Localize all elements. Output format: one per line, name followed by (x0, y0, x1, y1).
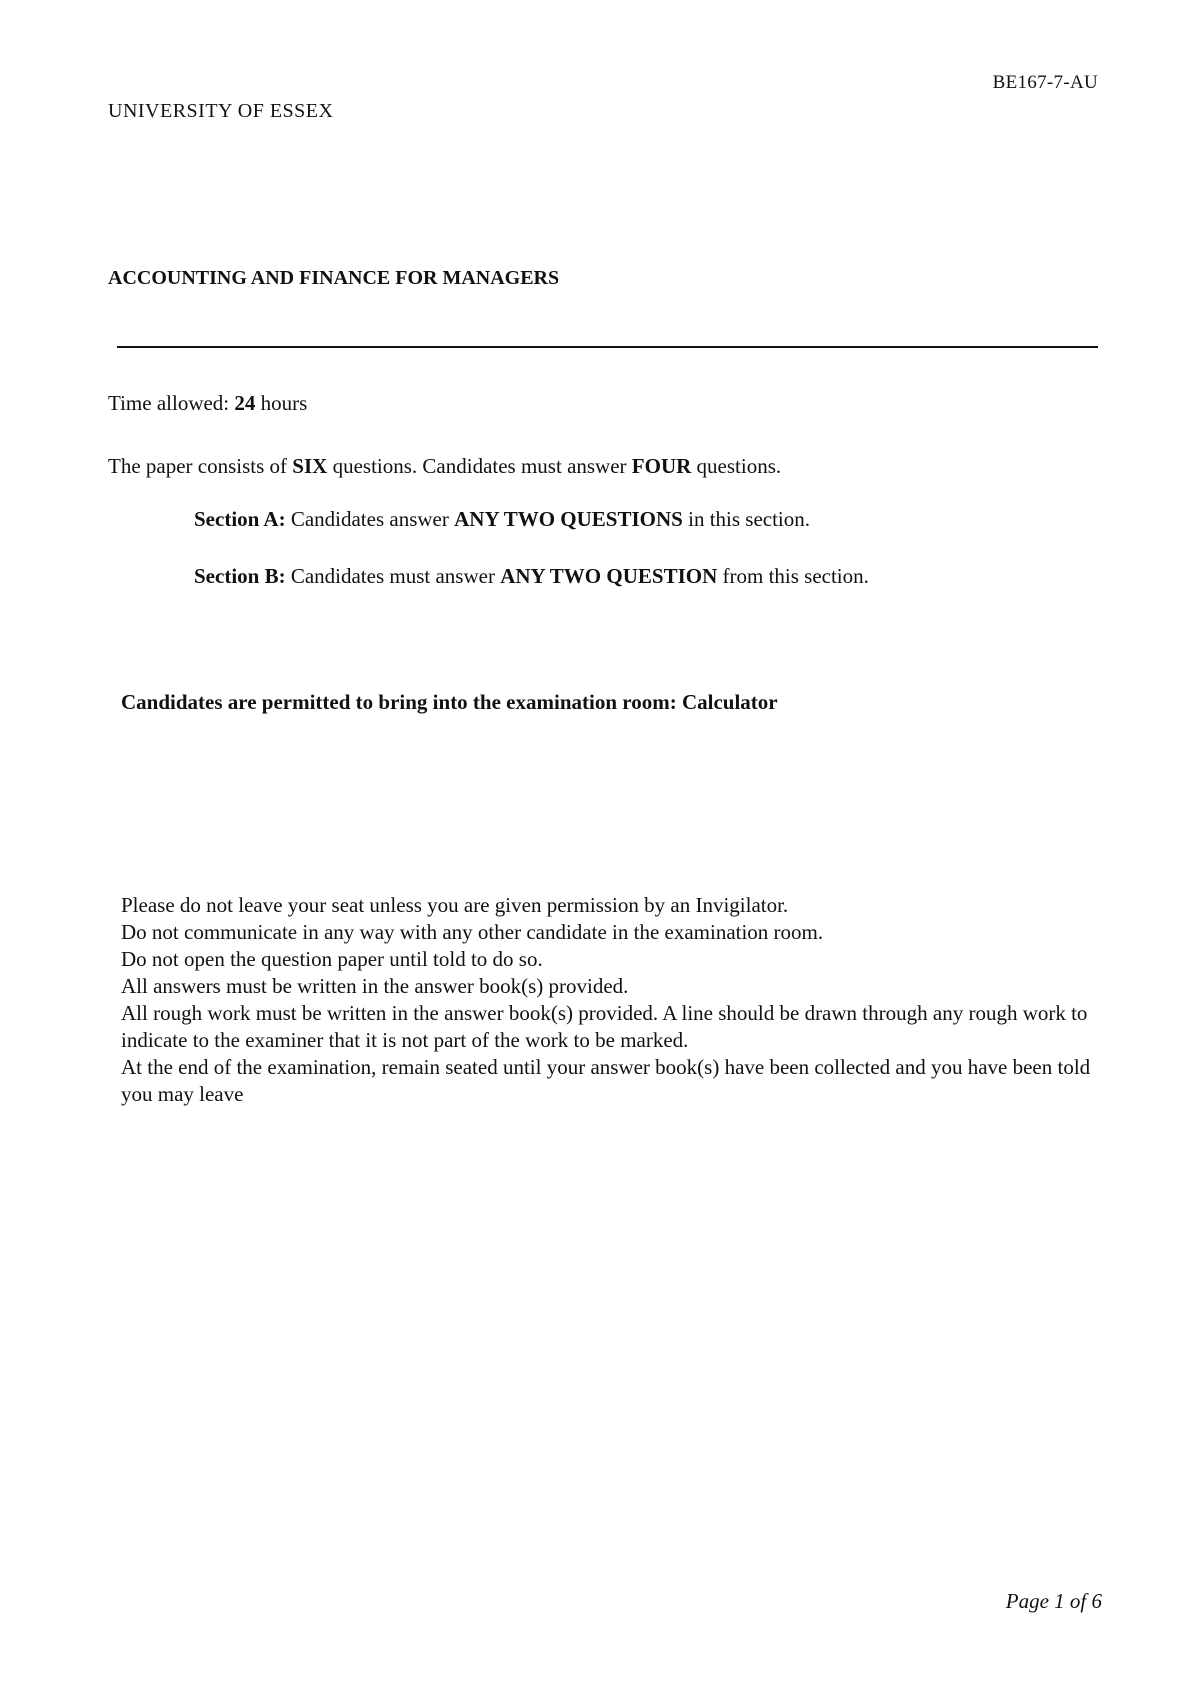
paper-num-questions: SIX (292, 454, 328, 478)
paper-prefix: The paper consists of (108, 454, 293, 478)
paper-instructions (108, 454, 781, 479)
time-allowed-label: Time allowed: (108, 391, 235, 415)
section-a-emph: ANY TWO QUESTIONS (454, 507, 683, 531)
section-b-text2: from this section. (717, 564, 869, 588)
section-a-instruction (194, 507, 810, 532)
course-title: ACCOUNTING AND FINANCE FOR MANAGERS (108, 267, 560, 289)
rule-item: All rough work must be written in the answer book(s) provided. A line should be drawn through any rough work to indicate to the examiner that it is not part of the work to be marked. (121, 1001, 1088, 1052)
time-allowed-hours: 24 (234, 391, 256, 415)
rule-item: All answers must be written in the answer book(s) provided. (121, 974, 629, 998)
rule-item: At the end of the examination, remain seated until your answer book(s) have been collected and you have been told you may leave (121, 1055, 1091, 1106)
section-b-text1: Candidates must answer (285, 564, 501, 588)
section-a-text2: in this section. (682, 507, 811, 531)
course-code: BE167-7-AU (992, 72, 1098, 93)
exam-rules (121, 892, 1111, 1108)
section-b-emph: ANY TWO QUESTION (500, 564, 718, 588)
paper-must-answer: FOUR (631, 454, 692, 478)
paper-middle: questions. Candidates must answer (327, 454, 632, 478)
section-b-label: Section B: (194, 564, 286, 588)
time-allowed (108, 391, 307, 416)
section-a-text1: Candidates answer (285, 507, 455, 531)
rule-item: Do not communicate in any way with any other candidate in the examination room. (121, 920, 824, 944)
title-divider (117, 346, 1098, 348)
paper-suffix: questions. (691, 454, 782, 478)
university-name: UNIVERSITY OF ESSEX (108, 100, 334, 122)
rule-item: Do not open the question paper until told to do so. (121, 947, 543, 971)
time-allowed-unit: hours (255, 391, 308, 415)
section-a-label: Section A: (194, 507, 286, 531)
rule-item: Please do not leave your seat unless you are given permission by an Invigilator. (121, 893, 789, 917)
page-number: Page 1 of 6 (1005, 1589, 1102, 1613)
section-b-instruction (194, 564, 869, 589)
permitted-items: Candidates are permitted to bring into the examination room: Calculator (121, 690, 778, 714)
